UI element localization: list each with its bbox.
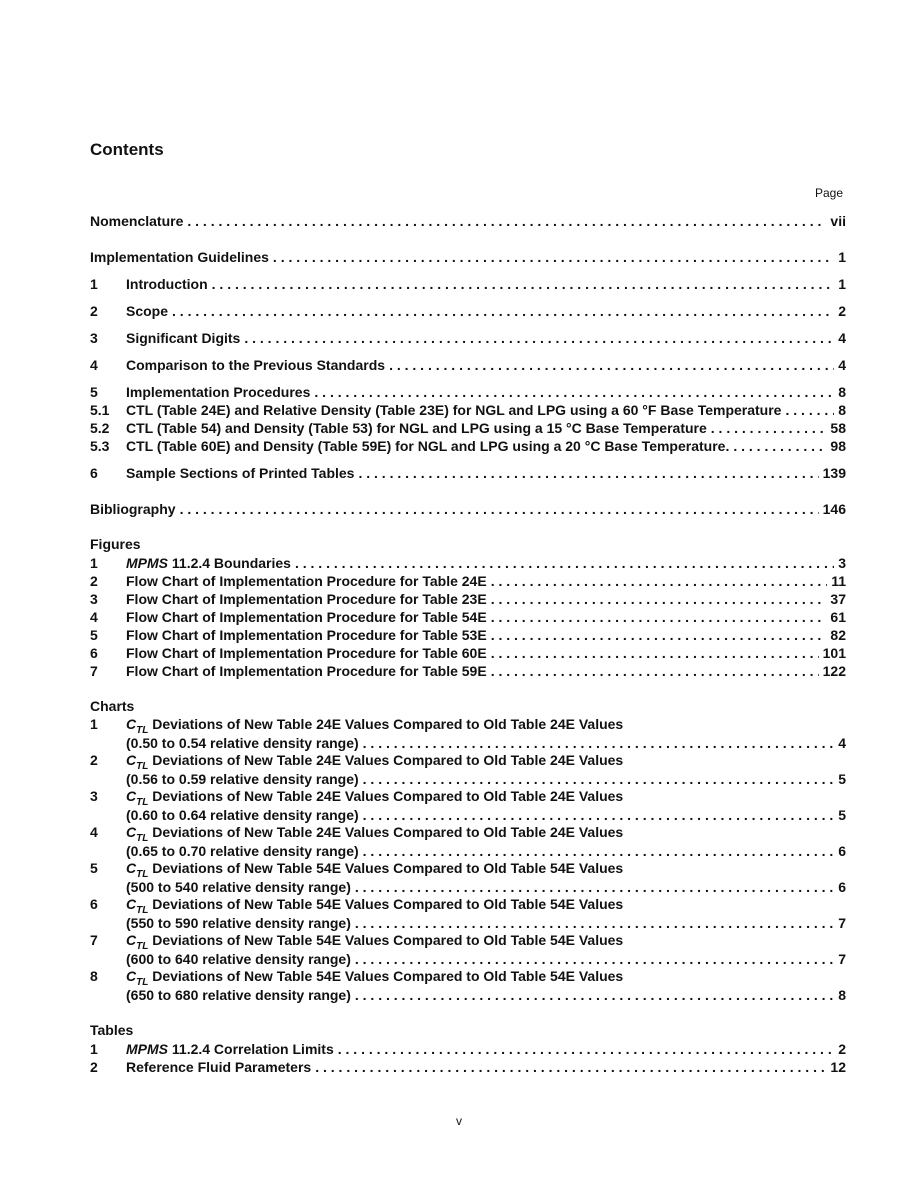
chart-title-line1 [126, 752, 623, 772]
figure-entry[interactable] [90, 590, 846, 608]
chart-entry[interactable] [126, 950, 846, 968]
entry-page: 11 [831, 573, 846, 589]
dot-leader [491, 590, 827, 608]
entry-page: 4 [838, 330, 846, 346]
entry-page: 2 [838, 303, 846, 319]
dot-leader [244, 329, 834, 347]
entry-title: Flow Chart of Implementation Procedure for Table 23E [126, 591, 487, 607]
entry-title: (0.60 to 0.64 relative density range) [126, 807, 359, 823]
charts-heading: Charts [90, 698, 135, 714]
entry-page: 146 [822, 501, 846, 517]
entry-number: 4 [90, 609, 98, 625]
dot-leader [711, 419, 827, 437]
dot-leader [273, 248, 834, 266]
chart-title-line1 [126, 968, 623, 988]
entry-title: Flow Chart of Implementation Procedure for Table 24E [126, 573, 487, 589]
entry-number: 7 [90, 663, 98, 679]
chart-number: 1 [90, 716, 98, 732]
entry-title: (550 to 590 relative density range) [126, 915, 351, 931]
chart-number: 4 [90, 824, 98, 840]
toc-entry[interactable] [90, 437, 846, 455]
dot-leader [355, 986, 834, 1004]
entry-title: Implementation Guidelines [90, 249, 269, 265]
entry-title [126, 1040, 334, 1058]
figure-entry[interactable] [90, 608, 846, 626]
ctl-symbol [126, 824, 149, 844]
entry-title: Nomenclature [90, 213, 184, 229]
entry-page: 7 [838, 915, 846, 931]
entry-title: Introduction [126, 276, 208, 292]
entry-title-text: 11.2.4 Boundaries [168, 555, 291, 571]
ctl-subscript: TL [136, 760, 149, 772]
entry-number: 5.3 [90, 438, 110, 454]
entry-page: 2 [838, 1041, 846, 1057]
italic-prefix: MPMS [126, 1041, 168, 1057]
entry-page: 8 [838, 384, 846, 400]
ctl-letter: C [126, 968, 137, 984]
toc-entry[interactable] [90, 419, 846, 437]
entry-page: 5 [838, 807, 846, 823]
ctl-subscript: TL [136, 724, 149, 736]
chart-entry[interactable] [126, 842, 846, 860]
entry-title: (0.56 to 0.59 relative density range) [126, 771, 359, 787]
entry-page: 1 [838, 276, 846, 292]
dot-leader [355, 950, 834, 968]
dot-leader [295, 554, 834, 572]
entry-page: 8 [838, 987, 846, 1003]
chart-title-line1 [126, 716, 623, 736]
chart-title-line1 [126, 896, 623, 916]
entry-title: Bibliography [90, 501, 176, 517]
entry-title: (0.50 to 0.54 relative density range) [126, 735, 359, 751]
entry-number: 2 [90, 303, 98, 319]
entry-title [126, 554, 291, 572]
entry-page: 122 [822, 663, 846, 679]
toc-entry[interactable] [90, 275, 846, 293]
figure-entry[interactable] [90, 644, 846, 662]
chart-entry[interactable] [126, 986, 846, 1004]
chart-number: 7 [90, 932, 98, 948]
dot-leader [363, 734, 835, 752]
ctl-letter: C [126, 752, 137, 768]
entry-page: 7 [838, 951, 846, 967]
chart-title-text: Deviations of New Table 24E Values Compared to Old Table 24E Values [148, 752, 624, 768]
dot-leader [363, 842, 835, 860]
toc-entry[interactable] [90, 401, 846, 419]
entry-number: 5 [90, 627, 98, 643]
dot-leader [212, 275, 835, 293]
entry-page: 139 [822, 465, 846, 481]
toc-entry[interactable] [90, 500, 846, 518]
dot-leader [315, 1058, 826, 1076]
figure-entry[interactable] [90, 662, 846, 680]
figure-entry[interactable] [90, 626, 846, 644]
ctl-letter: C [126, 788, 137, 804]
dot-leader [363, 770, 835, 788]
entry-number: 2 [90, 1059, 98, 1075]
entry-number: 1 [90, 276, 98, 292]
entry-title: (650 to 680 relative density range) [126, 987, 351, 1003]
table-entry[interactable] [90, 1058, 846, 1076]
entry-title: Significant Digits [126, 330, 241, 346]
dot-leader [389, 356, 834, 374]
toc-entry[interactable] [90, 248, 846, 266]
footer-page-number: v [456, 1114, 462, 1128]
entry-title: (600 to 640 relative density range) [126, 951, 351, 967]
ctl-symbol [126, 932, 149, 952]
dot-leader [180, 500, 819, 518]
ctl-symbol [126, 788, 149, 808]
chart-title-text: Deviations of New Table 24E Values Compared to Old Table 24E Values [148, 824, 624, 840]
entry-title: Sample Sections of Printed Tables [126, 465, 355, 481]
toc-entry[interactable] [90, 302, 846, 320]
entry-number: 4 [90, 357, 98, 373]
ctl-subscript: TL [136, 796, 149, 808]
entry-page: 5 [838, 771, 846, 787]
chart-title-line1 [126, 932, 623, 952]
entry-title: Flow Chart of Implementation Procedure for Table 54E [126, 609, 487, 625]
ctl-subscript: TL [136, 904, 149, 916]
toc-entry[interactable] [90, 329, 846, 347]
chart-title-text: Deviations of New Table 54E Values Compared to Old Table 54E Values [148, 860, 624, 876]
dot-leader [733, 437, 826, 455]
dot-leader [363, 806, 835, 824]
chart-entry[interactable] [126, 734, 846, 752]
ctl-symbol [126, 896, 149, 916]
ctl-symbol [126, 752, 149, 772]
chart-title-line1 [126, 788, 623, 808]
chart-title-text: Deviations of New Table 54E Values Compared to Old Table 54E Values [148, 968, 624, 984]
dot-leader [338, 1040, 834, 1058]
entry-title: (0.65 to 0.70 relative density range) [126, 843, 359, 859]
entry-page: 6 [838, 843, 846, 859]
toc-entry[interactable] [90, 212, 846, 230]
entry-page: 61 [830, 609, 846, 625]
table-entry[interactable] [90, 1040, 846, 1058]
entry-title: CTL (Table 24E) and Relative Density (Table 23E) for NGL and LPG using a 60 °F Base Temperature [126, 402, 782, 418]
chart-number: 6 [90, 896, 98, 912]
dot-leader [355, 878, 834, 896]
entry-page: 98 [830, 438, 846, 454]
dot-leader [491, 626, 827, 644]
dot-leader [785, 401, 834, 419]
entry-number: 1 [90, 1041, 98, 1057]
ctl-subscript: TL [136, 940, 149, 952]
entry-number: 2 [90, 573, 98, 589]
figures-heading: Figures [90, 536, 141, 552]
page-column-label: Page [814, 186, 843, 200]
entry-page: 1 [838, 249, 846, 265]
entry-number: 1 [90, 555, 98, 571]
entry-number: 5.2 [90, 420, 110, 436]
chart-title-text: Deviations of New Table 54E Values Compared to Old Table 54E Values [148, 896, 624, 912]
entry-title-text: 11.2.4 Correlation Limits [168, 1041, 334, 1057]
entry-title: Flow Chart of Implementation Procedure for Table 60E [126, 645, 487, 661]
entry-number: 6 [90, 465, 98, 481]
ctl-letter: C [126, 932, 137, 948]
toc-entry[interactable] [90, 383, 846, 401]
entry-title: CTL (Table 60E) and Density (Table 59E) for NGL and LPG using a 20 °C Base Temperature. [126, 438, 730, 454]
entry-page: vii [830, 213, 846, 229]
entry-title: Comparison to the Previous Standards [126, 357, 386, 373]
entry-number: 3 [90, 591, 98, 607]
dot-leader [491, 572, 828, 590]
chart-title-text: Deviations of New Table 24E Values Compared to Old Table 24E Values [148, 716, 624, 732]
entry-page: 6 [838, 879, 846, 895]
entry-number: 6 [90, 645, 98, 661]
ctl-letter: C [126, 896, 137, 912]
entry-page: 58 [830, 420, 846, 436]
ctl-symbol [126, 968, 149, 988]
dot-leader [172, 302, 834, 320]
entry-page: 12 [830, 1059, 846, 1075]
dot-leader [314, 383, 834, 401]
dot-leader [358, 464, 818, 482]
figure-entry[interactable] [90, 554, 846, 572]
entry-title: Flow Chart of Implementation Procedure for Table 53E [126, 627, 487, 643]
entry-page: 82 [830, 627, 846, 643]
italic-prefix: MPMS [126, 555, 168, 571]
dot-leader [491, 608, 827, 626]
dot-leader [491, 662, 819, 680]
chart-number: 8 [90, 968, 98, 984]
ctl-symbol [126, 860, 149, 880]
chart-entry[interactable] [126, 806, 846, 824]
toc-entry[interactable] [90, 464, 846, 482]
chart-title-text: Deviations of New Table 54E Values Compared to Old Table 54E Values [148, 932, 624, 948]
chart-entry[interactable] [126, 770, 846, 788]
ctl-letter: C [126, 716, 137, 732]
entry-number: 5 [90, 384, 98, 400]
ctl-subscript: TL [136, 832, 149, 844]
chart-entry[interactable] [126, 914, 846, 932]
figure-entry[interactable] [90, 572, 846, 590]
dot-leader [187, 212, 826, 230]
chart-entry[interactable] [126, 878, 846, 896]
dot-leader [491, 644, 819, 662]
dot-leader [355, 914, 834, 932]
entry-number: 3 [90, 330, 98, 346]
entry-page: 4 [838, 735, 846, 751]
ctl-letter: C [126, 824, 137, 840]
tables-heading: Tables [90, 1022, 134, 1038]
chart-number: 3 [90, 788, 98, 804]
chart-title-text: Deviations of New Table 24E Values Compared to Old Table 24E Values [148, 788, 624, 804]
ctl-subscript: TL [136, 976, 149, 988]
chart-number: 2 [90, 752, 98, 768]
entry-title: Scope [126, 303, 169, 319]
contents-heading: Contents [90, 140, 164, 159]
entry-page: 8 [838, 402, 846, 418]
entry-title: Flow Chart of Implementation Procedure for Table 59E [126, 663, 487, 679]
entry-title: Reference Fluid Parameters [126, 1059, 312, 1075]
entry-page: 4 [838, 357, 846, 373]
entry-number: 5.1 [90, 402, 110, 418]
entry-title: CTL (Table 54) and Density (Table 53) for NGL and LPG using a 15 °C Base Temperature [126, 420, 707, 436]
chart-title-line1 [126, 860, 623, 880]
chart-title-line1 [126, 824, 623, 844]
ctl-letter: C [126, 860, 137, 876]
entry-title: (500 to 540 relative density range) [126, 879, 351, 895]
entry-page: 37 [830, 591, 846, 607]
entry-page: 101 [822, 645, 846, 661]
entry-page: 3 [838, 555, 846, 571]
ctl-symbol [126, 716, 149, 736]
chart-number: 5 [90, 860, 98, 876]
toc-entry[interactable] [90, 356, 846, 374]
ctl-subscript: TL [136, 868, 149, 880]
entry-title: Implementation Procedures [126, 384, 311, 400]
